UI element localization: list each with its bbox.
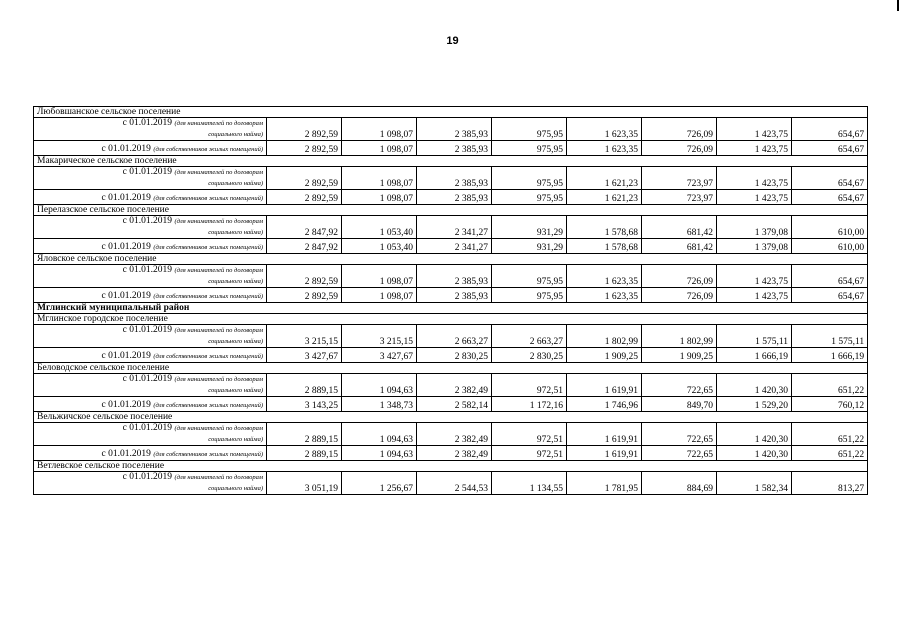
row-date: с 01.01.2019 — [101, 144, 151, 154]
rate-value-cell: 1 053,40 — [342, 239, 417, 254]
rate-value-cell: 2 341,27 — [417, 216, 492, 239]
row-label — [34, 325, 267, 348]
rate-value-cell: 1 909,25 — [642, 348, 717, 363]
rate-value-cell: 1 379,08 — [717, 239, 792, 254]
table-body — [34, 107, 868, 495]
rate-value-cell: 2 385,93 — [417, 141, 492, 156]
rate-value-cell: 1 582,34 — [717, 472, 792, 495]
rate-value-cell: 1 423,75 — [717, 288, 792, 303]
rate-value-cell: 1 420,30 — [717, 374, 792, 397]
rate-value-cell: 975,95 — [492, 190, 567, 205]
rate-value-cell: 723,97 — [642, 167, 717, 190]
rate-value-cell: 2 385,93 — [417, 190, 492, 205]
tenant-rate-row — [34, 374, 868, 397]
row-label — [34, 288, 267, 303]
rate-value-cell: 975,95 — [492, 265, 567, 288]
row-date: с 01.01.2019 — [122, 374, 172, 384]
rate-value-cell: 931,29 — [492, 216, 567, 239]
owner-rate-row — [34, 288, 868, 303]
rate-value-cell: 1 256,67 — [342, 472, 417, 495]
row-date: с 01.01.2019 — [122, 167, 172, 177]
rate-value-cell: 610,00 — [792, 239, 868, 254]
rate-value-cell: 3 143,25 — [267, 397, 342, 412]
rate-value-cell: 975,95 — [492, 141, 567, 156]
row-note: (для нанимателей по договорам — [174, 425, 263, 432]
rate-value-cell: 1 909,25 — [567, 348, 642, 363]
rate-value-cell: 1 623,35 — [567, 288, 642, 303]
rate-value-cell: 2 889,15 — [267, 446, 342, 461]
row-note: (для нанимателей по договорам — [174, 169, 263, 176]
settlement-title: Ветлевское сельское поселение — [34, 461, 868, 472]
rate-value-cell: 2 385,93 — [417, 288, 492, 303]
tenant-rate-row — [34, 216, 868, 239]
rate-value-cell: 849,70 — [642, 397, 717, 412]
rate-value-cell: 1 619,91 — [567, 423, 642, 446]
rate-value-cell: 972,51 — [492, 423, 567, 446]
rate-value-cell: 2 889,15 — [267, 374, 342, 397]
row-note: (для нанимателей по договорам — [174, 267, 263, 274]
rate-value-cell: 2 385,93 — [417, 265, 492, 288]
rate-value-cell: 975,95 — [492, 167, 567, 190]
rate-value-cell: 1 098,07 — [342, 265, 417, 288]
district-title: Мглинский муниципальный район — [34, 303, 868, 314]
row-note: (для собственников жилых помещений) — [153, 195, 263, 202]
row-note-continued: социального найма) — [208, 131, 263, 138]
row-note: (для нанимателей по договорам — [174, 474, 263, 481]
rate-value-cell: 651,22 — [792, 374, 868, 397]
rate-value-cell: 2 830,25 — [417, 348, 492, 363]
rate-value-cell: 681,42 — [642, 216, 717, 239]
rate-value-cell: 3 427,67 — [342, 348, 417, 363]
row-note: (для собственников жилых помещений) — [153, 402, 263, 409]
tenant-rate-row — [34, 167, 868, 190]
edge-mark — [897, 0, 899, 11]
owner-rate-row — [34, 397, 868, 412]
tenant-rate-row — [34, 472, 868, 495]
rate-value-cell: 681,42 — [642, 239, 717, 254]
rate-value-cell: 723,97 — [642, 190, 717, 205]
row-note-continued: социального найма) — [208, 180, 263, 187]
rate-value-cell: 1 575,11 — [792, 325, 868, 348]
rate-value-cell: 2 847,92 — [267, 216, 342, 239]
rate-value-cell: 1 621,23 — [567, 167, 642, 190]
rate-value-cell: 1 098,07 — [342, 118, 417, 141]
rate-value-cell: 654,67 — [792, 190, 868, 205]
tenant-rate-row — [34, 423, 868, 446]
rate-value-cell: 654,67 — [792, 288, 868, 303]
rate-value-cell: 1 619,91 — [567, 446, 642, 461]
rate-value-cell: 651,22 — [792, 446, 868, 461]
row-note: (для нанимателей по договорам — [174, 376, 263, 383]
rate-value-cell: 2 892,59 — [267, 190, 342, 205]
rate-value-cell: 884,69 — [642, 472, 717, 495]
rate-value-cell: 2 830,25 — [492, 348, 567, 363]
settlement-title: Мглинское городское поселение — [34, 314, 868, 325]
page-number: 19 — [446, 35, 459, 47]
rate-value-cell: 1 098,07 — [342, 167, 417, 190]
row-date: с 01.01.2019 — [122, 423, 172, 433]
rate-value-cell: 2 544,53 — [417, 472, 492, 495]
rate-value-cell: 972,51 — [492, 374, 567, 397]
row-label — [34, 118, 267, 141]
rate-value-cell: 1 423,75 — [717, 118, 792, 141]
settlement-title: Перелазское сельское поселение — [34, 205, 868, 216]
rate-value-cell: 1 621,23 — [567, 190, 642, 205]
rate-value-cell: 1 094,63 — [342, 423, 417, 446]
settlement-header-row — [34, 412, 868, 423]
row-date: с 01.01.2019 — [101, 242, 151, 252]
rate-value-cell: 1 423,75 — [717, 190, 792, 205]
rate-value-cell: 1 423,75 — [717, 167, 792, 190]
district-header-row — [34, 303, 868, 314]
rate-value-cell: 1 420,30 — [717, 423, 792, 446]
row-date: с 01.01.2019 — [101, 449, 151, 459]
rate-value-cell: 2 385,93 — [417, 167, 492, 190]
rate-value-cell: 2 341,27 — [417, 239, 492, 254]
rate-value-cell: 726,09 — [642, 141, 717, 156]
row-note: (для нанимателей по договорам — [174, 120, 263, 127]
rate-value-cell: 726,09 — [642, 118, 717, 141]
row-note-continued: социального найма) — [208, 229, 263, 236]
settlement-title: Вельжичское сельское поселение — [34, 412, 868, 423]
rate-value-cell: 2 889,15 — [267, 423, 342, 446]
rate-value-cell: 2 382,49 — [417, 423, 492, 446]
row-date: с 01.01.2019 — [122, 472, 172, 482]
rate-value-cell: 1 578,68 — [567, 216, 642, 239]
rate-value-cell: 654,67 — [792, 265, 868, 288]
rate-value-cell: 1 172,16 — [492, 397, 567, 412]
rate-value-cell: 2 382,49 — [417, 446, 492, 461]
tenant-rate-row — [34, 118, 868, 141]
rate-value-cell: 1 802,99 — [567, 325, 642, 348]
settlement-header-row — [34, 461, 868, 472]
row-label — [34, 265, 267, 288]
rate-value-cell: 2 385,93 — [417, 118, 492, 141]
row-label — [34, 216, 267, 239]
rate-value-cell: 1 379,08 — [717, 216, 792, 239]
tenant-rate-row — [34, 325, 868, 348]
rate-value-cell: 975,95 — [492, 288, 567, 303]
rate-value-cell: 1 578,68 — [567, 239, 642, 254]
rate-value-cell: 726,09 — [642, 288, 717, 303]
row-label — [34, 348, 267, 363]
rate-value-cell: 651,22 — [792, 423, 868, 446]
owner-rate-row — [34, 446, 868, 461]
rate-value-cell: 3 427,67 — [267, 348, 342, 363]
row-label — [34, 423, 267, 446]
rate-value-cell: 1 529,20 — [717, 397, 792, 412]
owner-rate-row — [34, 190, 868, 205]
rate-value-cell: 1 423,75 — [717, 141, 792, 156]
row-note: (для нанимателей по договорам — [174, 327, 263, 334]
row-date: с 01.01.2019 — [101, 400, 151, 410]
settlement-title: Макарическое сельское поселение — [34, 156, 868, 167]
settlement-header-row — [34, 205, 868, 216]
rate-value-cell: 2 582,14 — [417, 397, 492, 412]
row-label — [34, 167, 267, 190]
rate-value-cell: 972,51 — [492, 446, 567, 461]
rate-value-cell: 654,67 — [792, 118, 868, 141]
rate-value-cell: 1 098,07 — [342, 190, 417, 205]
row-note-continued: социального найма) — [208, 436, 263, 443]
rate-value-cell: 1 666,19 — [792, 348, 868, 363]
rate-value-cell: 2 892,59 — [267, 265, 342, 288]
settlement-header-row — [34, 363, 868, 374]
rate-value-cell: 1 094,63 — [342, 446, 417, 461]
row-date: с 01.01.2019 — [122, 216, 172, 226]
rate-value-cell: 1 575,11 — [717, 325, 792, 348]
settlement-title: Любовшанское сельское поселение — [34, 107, 868, 118]
row-label — [34, 239, 267, 254]
row-note: (для собственников жилых помещений) — [153, 353, 263, 360]
owner-rate-row — [34, 141, 868, 156]
row-note: (для собственников жилых помещений) — [153, 451, 263, 458]
rate-value-cell: 2 892,59 — [267, 288, 342, 303]
row-note: (для собственников жилых помещений) — [153, 293, 263, 300]
rate-value-cell: 2 663,27 — [492, 325, 567, 348]
rate-value-cell: 1 134,55 — [492, 472, 567, 495]
rate-value-cell: 1 053,40 — [342, 216, 417, 239]
rate-value-cell: 2 892,59 — [267, 167, 342, 190]
row-date: с 01.01.2019 — [101, 291, 151, 301]
row-label — [34, 374, 267, 397]
row-label — [34, 141, 267, 156]
rate-value-cell: 2 663,27 — [417, 325, 492, 348]
rate-value-cell: 1 781,95 — [567, 472, 642, 495]
rate-value-cell: 3 215,15 — [267, 325, 342, 348]
rate-value-cell: 1 623,35 — [567, 118, 642, 141]
owner-rate-row — [34, 348, 868, 363]
settlement-title: Яловское сельское поселение — [34, 254, 868, 265]
settlement-title: Беловодское сельское поселение — [34, 363, 868, 374]
owner-rate-row — [34, 239, 868, 254]
rate-value-cell: 760,12 — [792, 397, 868, 412]
settlement-header-row — [34, 254, 868, 265]
rate-value-cell: 1 094,63 — [342, 374, 417, 397]
rate-value-cell: 1 802,99 — [642, 325, 717, 348]
tariff-table — [33, 106, 868, 495]
rate-value-cell: 1 098,07 — [342, 141, 417, 156]
row-note-continued: социального найма) — [208, 387, 263, 394]
settlement-header-row — [34, 156, 868, 167]
row-label — [34, 472, 267, 495]
rate-value-cell: 2 382,49 — [417, 374, 492, 397]
row-label — [34, 397, 267, 412]
row-note: (для собственников жилых помещений) — [153, 146, 263, 153]
row-date: с 01.01.2019 — [122, 325, 172, 335]
rate-value-cell: 1 348,73 — [342, 397, 417, 412]
rate-value-cell: 3 215,15 — [342, 325, 417, 348]
rate-value-cell: 1 098,07 — [342, 288, 417, 303]
row-date: с 01.01.2019 — [122, 265, 172, 275]
row-note-continued: социального найма) — [208, 485, 263, 492]
row-note-continued: социального найма) — [208, 278, 263, 285]
rate-value-cell: 654,67 — [792, 141, 868, 156]
rate-value-cell: 726,09 — [642, 265, 717, 288]
rate-value-cell: 1 666,19 — [717, 348, 792, 363]
rate-value-cell: 610,00 — [792, 216, 868, 239]
rate-value-cell: 1 746,96 — [567, 397, 642, 412]
settlement-header-row — [34, 107, 868, 118]
rate-value-cell: 2 847,92 — [267, 239, 342, 254]
rate-value-cell: 722,65 — [642, 374, 717, 397]
rate-value-cell: 2 892,59 — [267, 118, 342, 141]
settlement-header-row — [34, 314, 868, 325]
rate-value-cell: 1 623,35 — [567, 265, 642, 288]
rate-value-cell: 2 892,59 — [267, 141, 342, 156]
row-date: с 01.01.2019 — [101, 351, 151, 361]
rate-value-cell: 722,65 — [642, 423, 717, 446]
rate-value-cell: 1 420,30 — [717, 446, 792, 461]
rate-value-cell: 1 623,35 — [567, 141, 642, 156]
rate-value-cell: 931,29 — [492, 239, 567, 254]
rate-value-cell: 3 051,19 — [267, 472, 342, 495]
rate-value-cell: 1 619,91 — [567, 374, 642, 397]
row-note: (для нанимателей по договорам — [174, 218, 263, 225]
rate-value-cell: 654,67 — [792, 167, 868, 190]
row-date: с 01.01.2019 — [122, 118, 172, 128]
rate-value-cell: 813,27 — [792, 472, 868, 495]
row-label — [34, 446, 267, 461]
row-note-continued: социального найма) — [208, 338, 263, 345]
rate-value-cell: 722,65 — [642, 446, 717, 461]
row-date: с 01.01.2019 — [101, 193, 151, 203]
rate-value-cell: 1 423,75 — [717, 265, 792, 288]
tenant-rate-row — [34, 265, 868, 288]
row-label — [34, 190, 267, 205]
rate-value-cell: 975,95 — [492, 118, 567, 141]
row-note: (для собственников жилых помещений) — [153, 244, 263, 251]
